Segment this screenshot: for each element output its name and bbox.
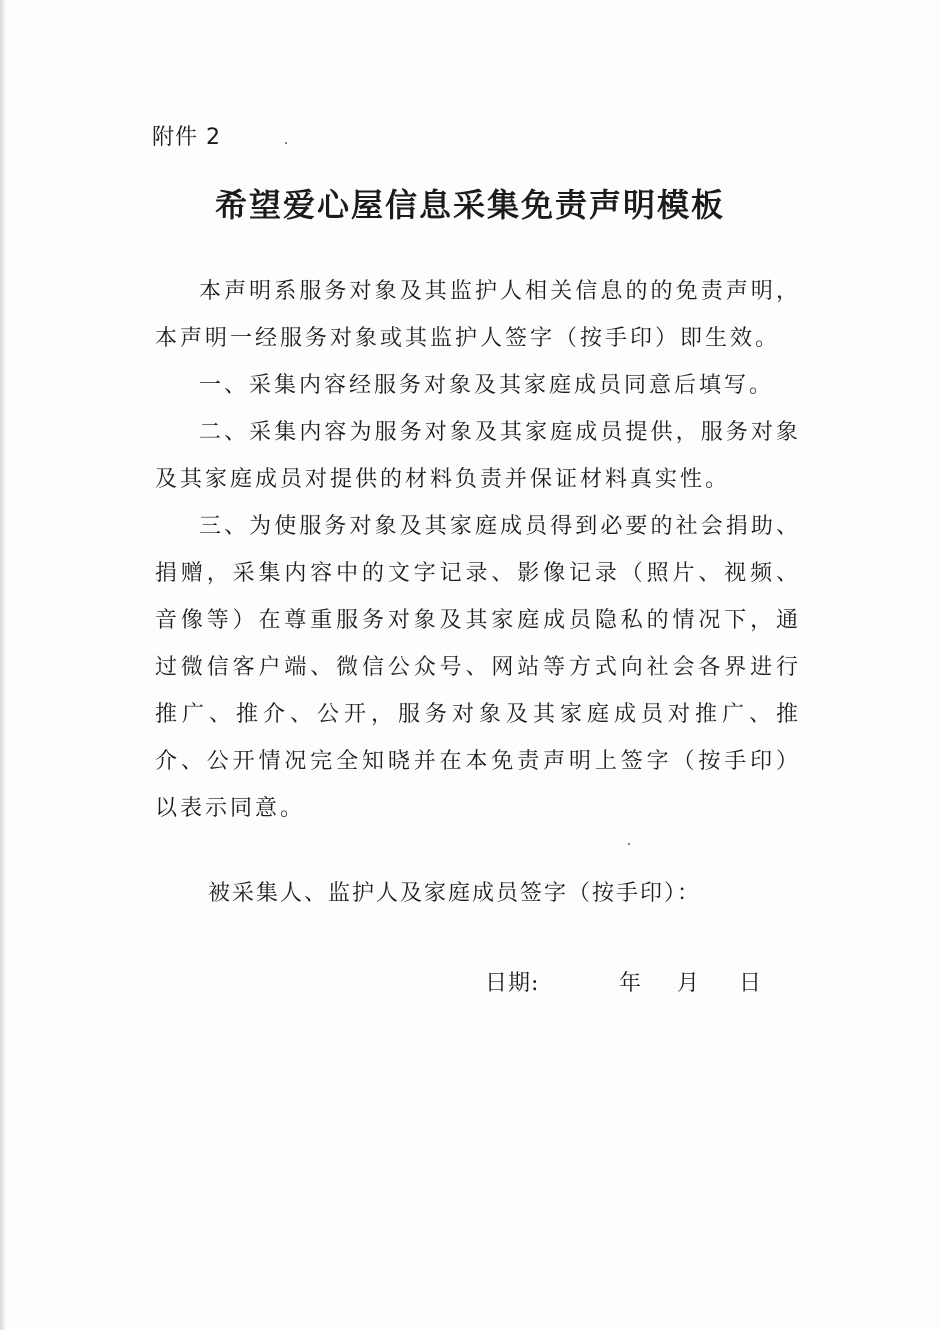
paragraph-item-1: 一、采集内容经服务对象及其家庭成员同意后填写。 bbox=[199, 373, 775, 398]
attachment-label: 附件 2 bbox=[152, 125, 221, 150]
paragraph-item-2: 二、采集内容为服务对象及其家庭成员提供，服务对象及其家庭成员对提供的材料负责并保证材料真实性。 bbox=[155, 420, 801, 492]
date-year-label: 年 bbox=[619, 971, 643, 996]
date-label: 日期: bbox=[485, 971, 540, 996]
date-line bbox=[485, 966, 762, 997]
declaration-body bbox=[155, 268, 801, 832]
date-month-label: 月 bbox=[677, 971, 701, 996]
scan-speck bbox=[285, 142, 287, 144]
paragraph-intro: 本声明系服务对象及其监护人相关信息的的免责声明，本声明一经服务对象或其监护人签字（按手印）即生效。 bbox=[155, 279, 801, 351]
signature-label: 被采集人、监护人及家庭成员签字（按手印）： bbox=[208, 881, 702, 906]
date-day-label: 日 bbox=[739, 971, 763, 996]
paragraph-item-3: 三、为使服务对象及其家庭成员得到必要的社会捐助、捐赠，采集内容中的文字记录、影像记录（照片、视频、音像等）在尊重服务对象及其家庭成员隐私的情况下，通过微信客户端、微信公众号、网站等方式向社会各界进行推广、推介、公开，服务对象及其家庭成员对推广、推介、公开情况完全知晓并在本免责声明上签字（按手印）以表示同意。 bbox=[155, 514, 801, 821]
document-title: 希望爱心屋信息采集免责声明模板 bbox=[214, 186, 725, 224]
scan-speck bbox=[628, 843, 630, 845]
